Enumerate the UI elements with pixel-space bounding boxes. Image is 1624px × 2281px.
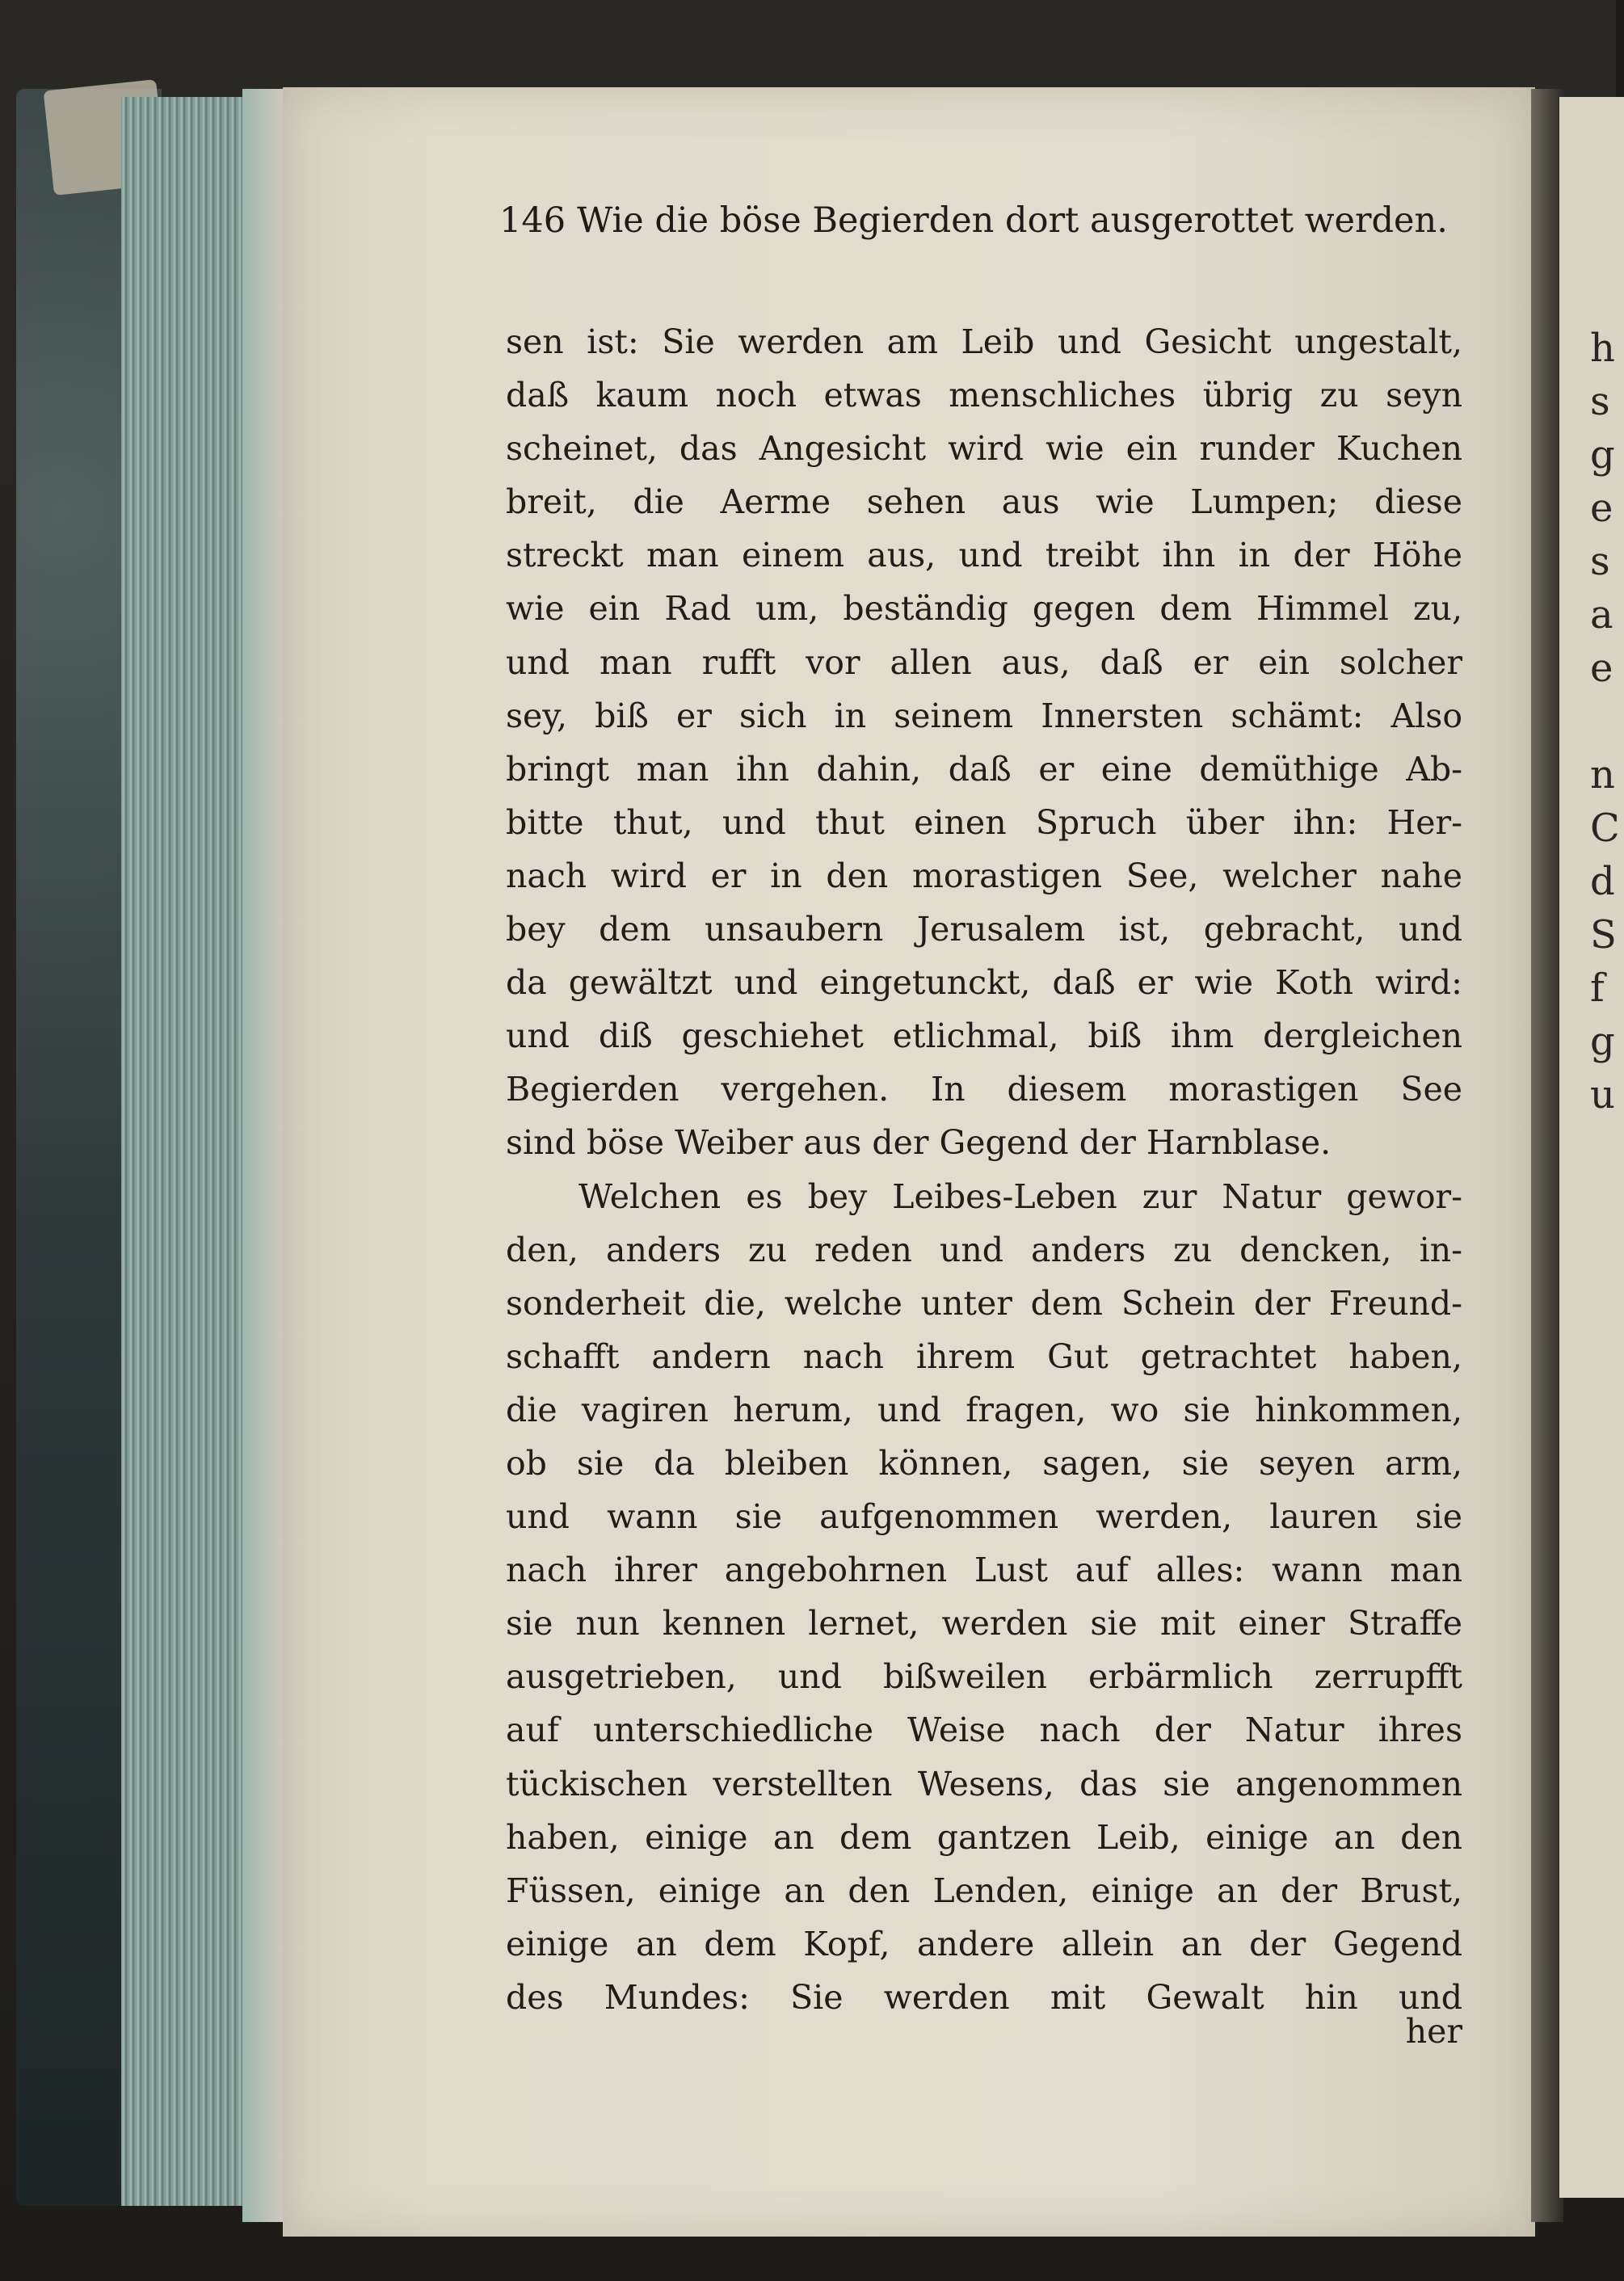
text-line: sind böse Weiber aus der Gegend der Harnblase. bbox=[506, 1123, 1332, 1163]
facing-page-letter: f bbox=[1590, 966, 1605, 1011]
facing-page-letter: g bbox=[1590, 1019, 1615, 1064]
facing-page-letter: e bbox=[1590, 646, 1613, 691]
text-line: tückischen verstellten Wesens, das sie angenommen bbox=[506, 1764, 1462, 1803]
page-number: 146 bbox=[499, 200, 566, 241]
text-line: nach ihrer angebohrnen Lust auf alles: wann man bbox=[506, 1551, 1462, 1590]
text-line: breit, die Aerme sehen aus wie Lumpen; diese bbox=[506, 482, 1462, 522]
facing-page-letter: s bbox=[1590, 379, 1610, 424]
body-text bbox=[506, 315, 1462, 2024]
text-line: sonderheit die, welche unter dem Schein der Freund- bbox=[506, 1283, 1462, 1323]
text-line: einige an dem Kopf, andere allein an der Gegend bbox=[506, 1924, 1462, 1963]
text-line: haben, einige an dem gantzen Leib, einige an den bbox=[506, 1817, 1462, 1857]
text-line: die vagiren herum, und fragen, wo sie hinkommen, bbox=[506, 1390, 1462, 1429]
text-line: Begierden vergehen. In diesem morastigen See bbox=[506, 1070, 1462, 1109]
text-line: den, anders zu reden und anders zu dencken, in- bbox=[506, 1230, 1462, 1269]
text-line: sie nun kennen lernet, werden sie mit einer Straffe bbox=[506, 1604, 1462, 1643]
facing-page-letter: u bbox=[1590, 1072, 1615, 1117]
text-line: sey, biß er sich in seinem Innersten schämt: Also bbox=[506, 696, 1462, 735]
text-line: da gewältzt und eingetunckt, daß er wie Koth wird: bbox=[506, 963, 1462, 1003]
facing-page-letter: a bbox=[1590, 592, 1613, 638]
catchword: her bbox=[1405, 2012, 1462, 2051]
facing-page-letter: d bbox=[1590, 859, 1615, 904]
text-line: und wann sie aufgenommen werden, lauren sie bbox=[506, 1497, 1462, 1537]
text-line: streckt man einem aus, und treibt ihn in der Höhe bbox=[506, 536, 1462, 575]
text-line: bey dem unsaubern Jerusalem ist, gebracht, und bbox=[506, 910, 1462, 949]
text-line: und diß geschiehet etlichmal, biß ihm dergleichen bbox=[506, 1016, 1462, 1056]
text-line: wie ein Rad um, beständig gegen dem Himmel zu, bbox=[506, 589, 1462, 629]
facing-page-letter: n bbox=[1590, 752, 1615, 798]
text-line: und man rufft vor allen aus, daß er ein solcher bbox=[506, 642, 1462, 682]
text-line: nach wird er in den morastigen See, welcher nahe bbox=[506, 856, 1462, 895]
running-title: Wie die böse Begierden dort ausgerottet werden. bbox=[577, 200, 1448, 241]
text-line: Füssen, einige an den Lenden, einige an der Brust, bbox=[506, 1871, 1462, 1910]
center-fold bbox=[1531, 89, 1563, 2222]
facing-page-letter: g bbox=[1590, 432, 1615, 478]
running-header bbox=[499, 200, 1462, 241]
text-line: des Mundes: Sie werden mit Gewalt hin und bbox=[506, 1977, 1462, 2017]
text-line: bitte thut, und thut einen Spruch über ihn: Her- bbox=[506, 802, 1462, 842]
facing-page-letter: S bbox=[1590, 912, 1617, 957]
text-line: daß kaum noch etwas menschliches übrig zu seyn bbox=[506, 376, 1462, 415]
text-line: schafft andern nach ihrem Gut getrachtet haben, bbox=[506, 1336, 1462, 1376]
text-line: ausgetrieben, und bißweilen erbärmlich zerrupfft bbox=[506, 1657, 1462, 1697]
facing-page-letter: e bbox=[1590, 486, 1613, 531]
text-line: ob sie da bleiben können, sagen, sie seyen arm, bbox=[506, 1443, 1462, 1483]
text-line: sen ist: Sie werden am Leib und Gesicht ungestalt, bbox=[506, 322, 1462, 361]
facing-page-letter: C bbox=[1590, 806, 1620, 851]
text-line: auf unterschiedliche Weise nach der Natur ihres bbox=[506, 1711, 1462, 1750]
facing-page-letter: h bbox=[1590, 326, 1615, 371]
text-line: scheinet, das Angesicht wird wie ein runder Kuchen bbox=[506, 429, 1462, 469]
facing-page-letter: s bbox=[1590, 539, 1610, 584]
text-line: Welchen es bey Leibes-Leben zur Natur gewor- bbox=[578, 1176, 1462, 1216]
text-line: bringt man ihn dahin, daß er eine demüthige Ab- bbox=[506, 749, 1462, 789]
